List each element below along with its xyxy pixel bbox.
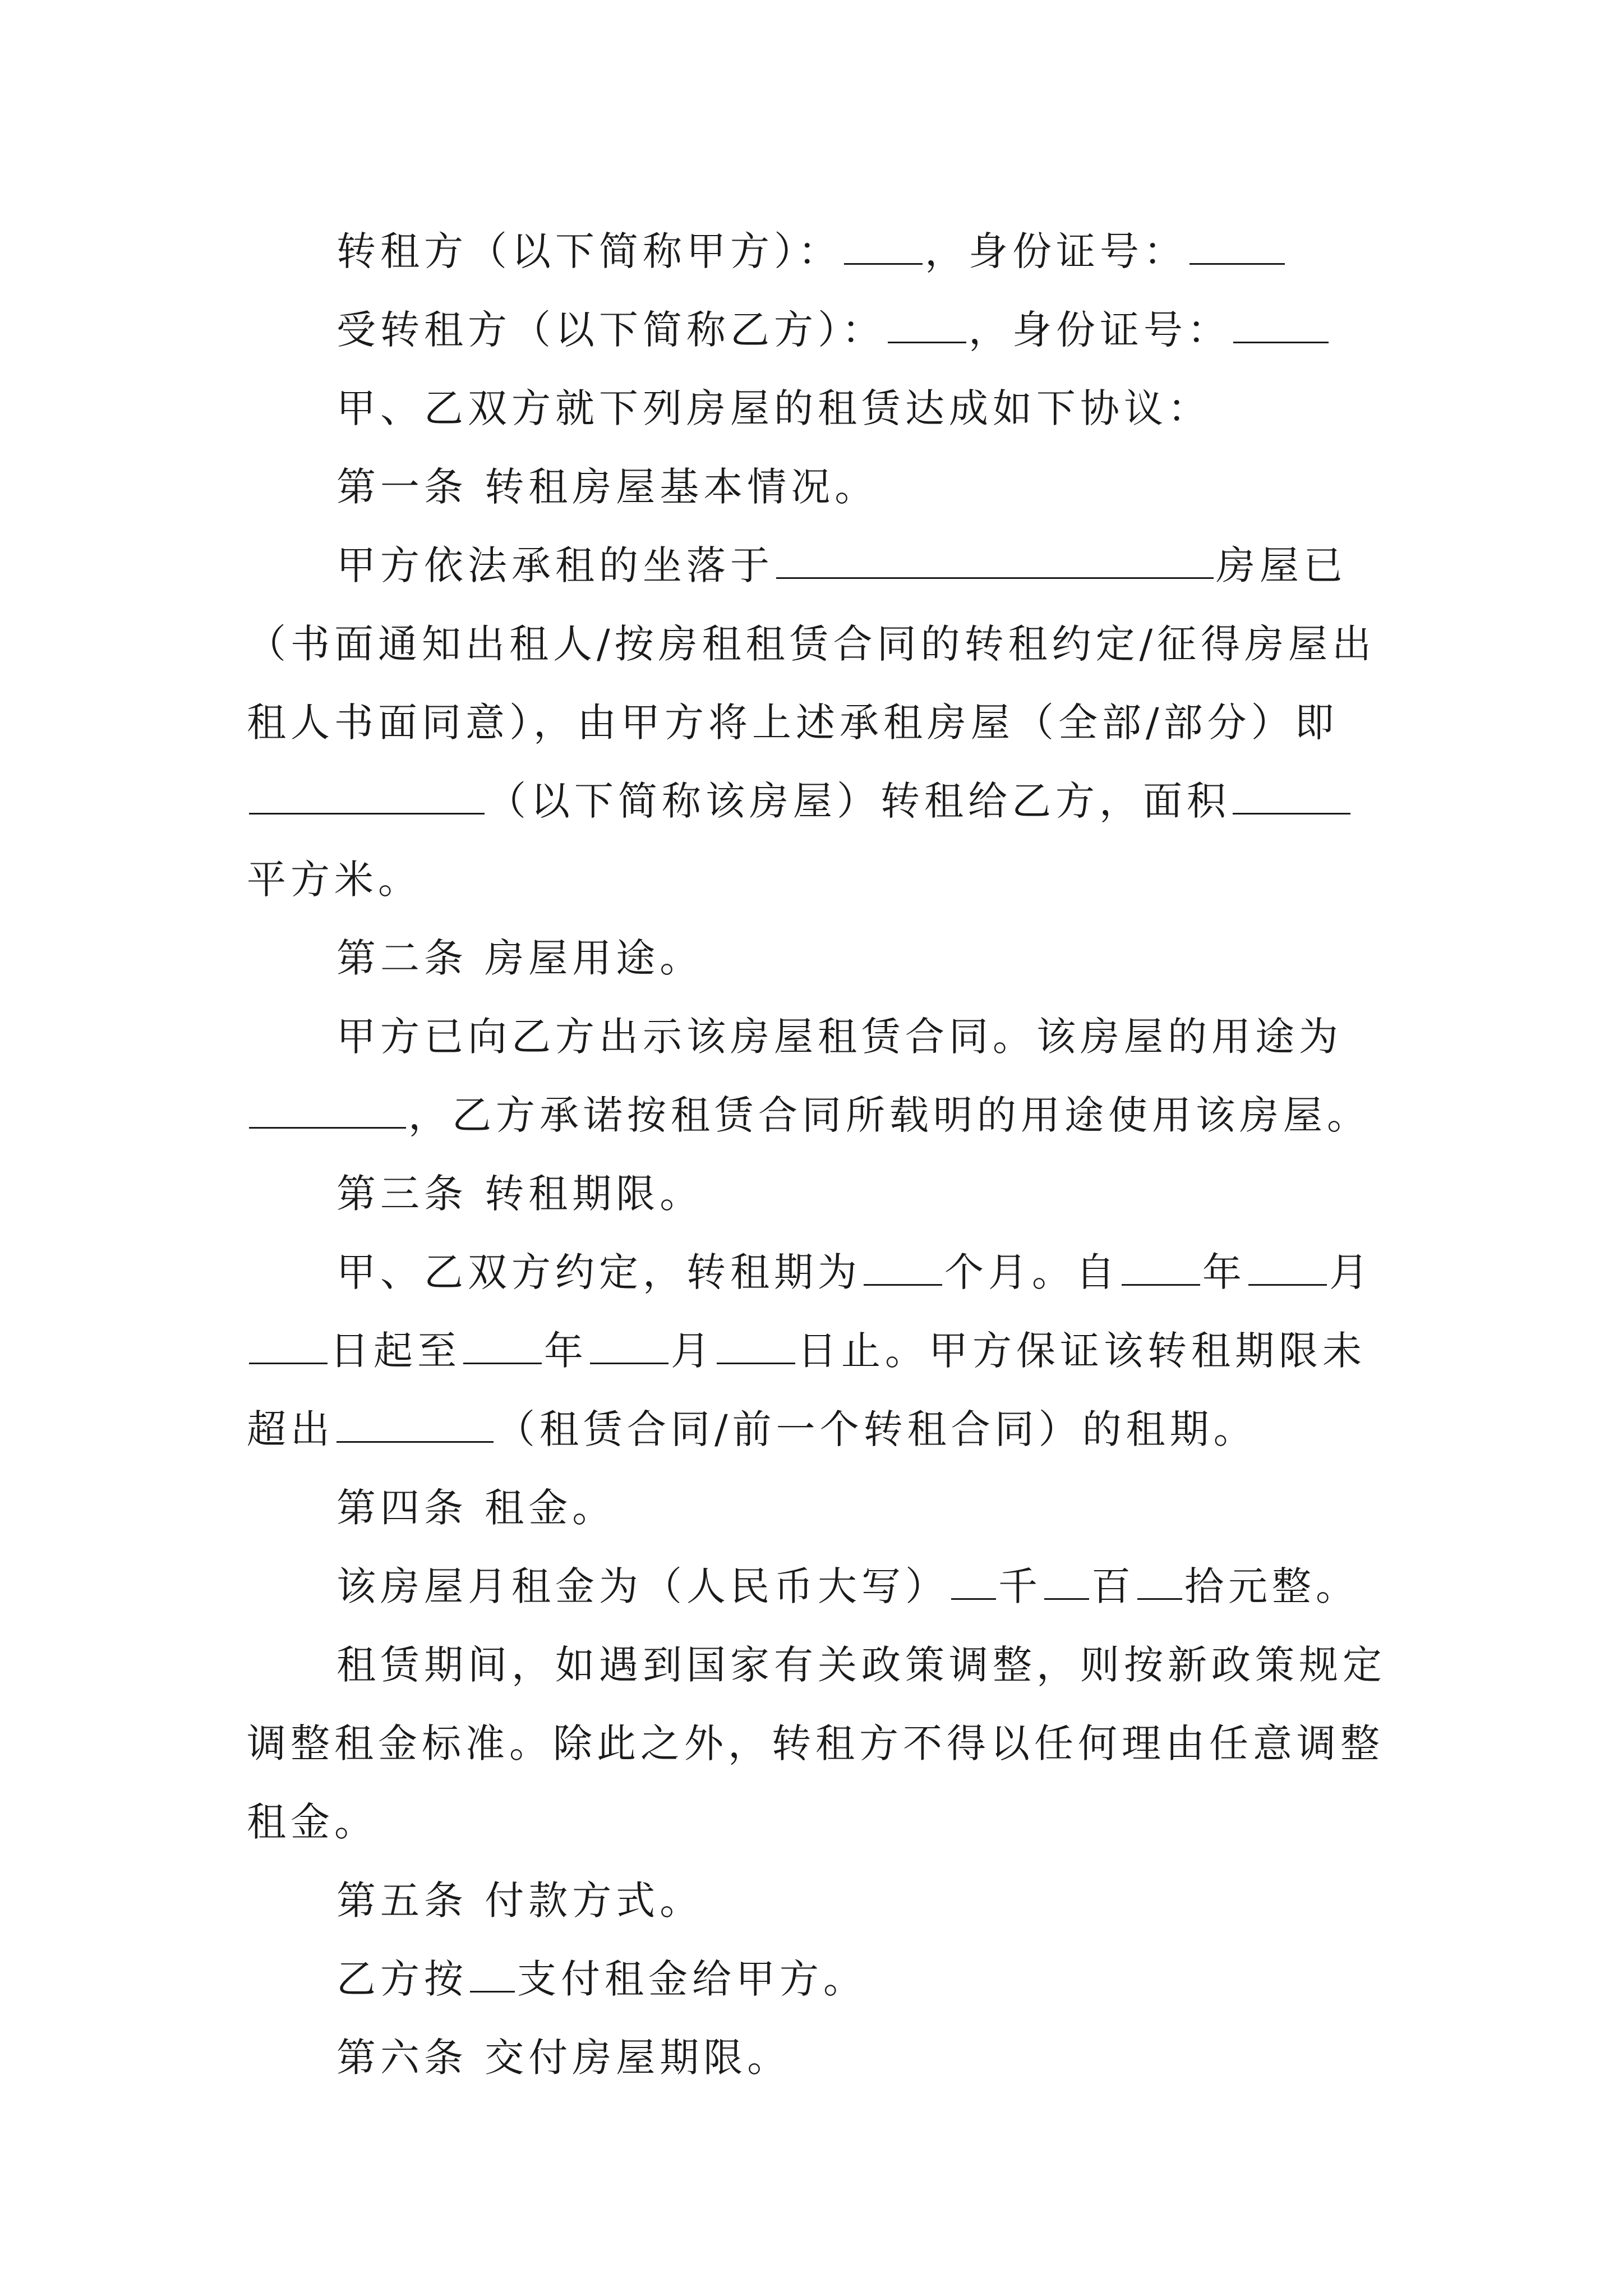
payment-method-blank — [470, 1958, 515, 1993]
hundreds-blank — [1044, 1566, 1089, 1600]
text-fragment: 月 — [671, 1328, 714, 1374]
text-fragment: 超出 — [247, 1406, 334, 1452]
text-fragment: 百 — [1091, 1563, 1135, 1609]
text-fragment: （租赁合同/前一个转租合同）的租期。 — [496, 1406, 1257, 1452]
address-blank — [776, 545, 1214, 579]
start-day-blank — [249, 1330, 328, 1364]
text-fragment: 甲方依法承租的坐落于 — [336, 542, 774, 588]
text-fragment: 房屋已 — [1216, 542, 1347, 588]
lessor-id-label: ，身份证号： — [925, 228, 1187, 274]
text-fragment: 日起至 — [330, 1328, 461, 1374]
text-fragment: 个月。自 — [944, 1249, 1119, 1295]
article-2-para-line-2 — [247, 1076, 1396, 1154]
agreement-intro: 甲、乙双方就下列房屋的租赁达成如下协议： — [336, 385, 1211, 431]
text-fragment: 乙方按 — [336, 1956, 468, 2002]
article-1-para-line-5: 平方米。 — [247, 857, 422, 903]
article-2-heading: 第二条 房屋用途。 — [336, 935, 704, 981]
article-1-para-line-2: （书面通知出租人/按房租租赁合同的转租约定/征得房屋出 — [247, 621, 1376, 667]
lessor-name-blank — [844, 231, 923, 265]
lessor-label: 转租方（以下简称甲方）： — [336, 228, 842, 274]
article-1-heading: 第一条 转租房屋基本情况。 — [336, 464, 879, 510]
lessor-id-blank — [1189, 231, 1285, 265]
text-fragment: 月 — [1329, 1249, 1373, 1295]
text-fragment: 千 — [998, 1563, 1042, 1609]
end-month-blank — [590, 1330, 668, 1364]
article-1-para-line-4 — [247, 762, 1396, 840]
text-fragment: 日止。甲方保证该转租期限未 — [797, 1328, 1366, 1374]
start-month-blank — [1248, 1251, 1327, 1286]
lessee-line — [247, 291, 1396, 369]
article-3-para-line-2 — [247, 1312, 1396, 1390]
text-fragment: 拾元整。 — [1184, 1563, 1359, 1609]
article-4-heading: 第四条 租金。 — [336, 1485, 616, 1531]
article-3-para-line-1 — [247, 1233, 1396, 1312]
thousands-blank — [951, 1566, 996, 1600]
article-4-para2-line-1: 租赁期间，如遇到国家有关政策调整，则按新政策规定 — [336, 1642, 1386, 1688]
article-5-heading: 第五条 付款方式。 — [336, 1878, 704, 1924]
article-4-para2-line-3: 租金。 — [247, 1799, 378, 1845]
article-3-para-line-3 — [247, 1390, 1396, 1469]
lessee-label: 受转租方（以下简称乙方）： — [336, 307, 886, 353]
text-fragment: （以下简称该房屋）转租给乙方，面积 — [487, 778, 1230, 824]
premises-blank — [249, 780, 485, 815]
lessee-name-blank — [888, 309, 966, 343]
months-blank — [864, 1251, 942, 1286]
end-day-blank — [717, 1330, 795, 1364]
start-year-blank — [1122, 1251, 1200, 1286]
end-year-blank — [463, 1330, 542, 1364]
article-1-para-line-3: 租人书面同意），由甲方将上述承租房屋（全部/部分）即 — [247, 700, 1339, 746]
lessee-id-label: ，身份证号： — [969, 307, 1231, 353]
article-6-heading: 第六条 交付房屋期限。 — [336, 2035, 791, 2081]
tens-blank — [1137, 1566, 1182, 1600]
article-5-para-line-1 — [247, 1940, 1396, 2018]
text-fragment: 年 — [544, 1328, 588, 1374]
text-fragment: 支付租金给甲方。 — [517, 1956, 867, 2002]
area-blank — [1233, 780, 1350, 815]
lessee-id-blank — [1233, 309, 1329, 343]
contract-body — [247, 212, 1396, 2097]
article-2-para-line-1: 甲方已向乙方出示该房屋租赁合同。该房屋的用途为 — [336, 1014, 1343, 1060]
text-fragment: ，乙方承诺按租赁合同所载明的用途使用该房屋。 — [408, 1092, 1371, 1138]
article-4-para2-line-2: 调整租金标准。除此之外，转租方不得以任何理由任意调整 — [247, 1720, 1384, 1766]
article-4-para-line-1 — [247, 1547, 1396, 1626]
text-fragment: 该房屋月租金为（人民币大写） — [336, 1563, 949, 1609]
usage-blank — [249, 1094, 406, 1129]
article-1-para-line-1 — [247, 526, 1396, 605]
text-fragment: 甲、乙双方约定，转租期为 — [336, 1249, 861, 1295]
lessor-line — [247, 212, 1396, 291]
article-3-heading: 第三条 转租期限。 — [336, 1171, 704, 1217]
text-fragment: 年 — [1202, 1249, 1246, 1295]
contract-blank — [336, 1409, 494, 1443]
